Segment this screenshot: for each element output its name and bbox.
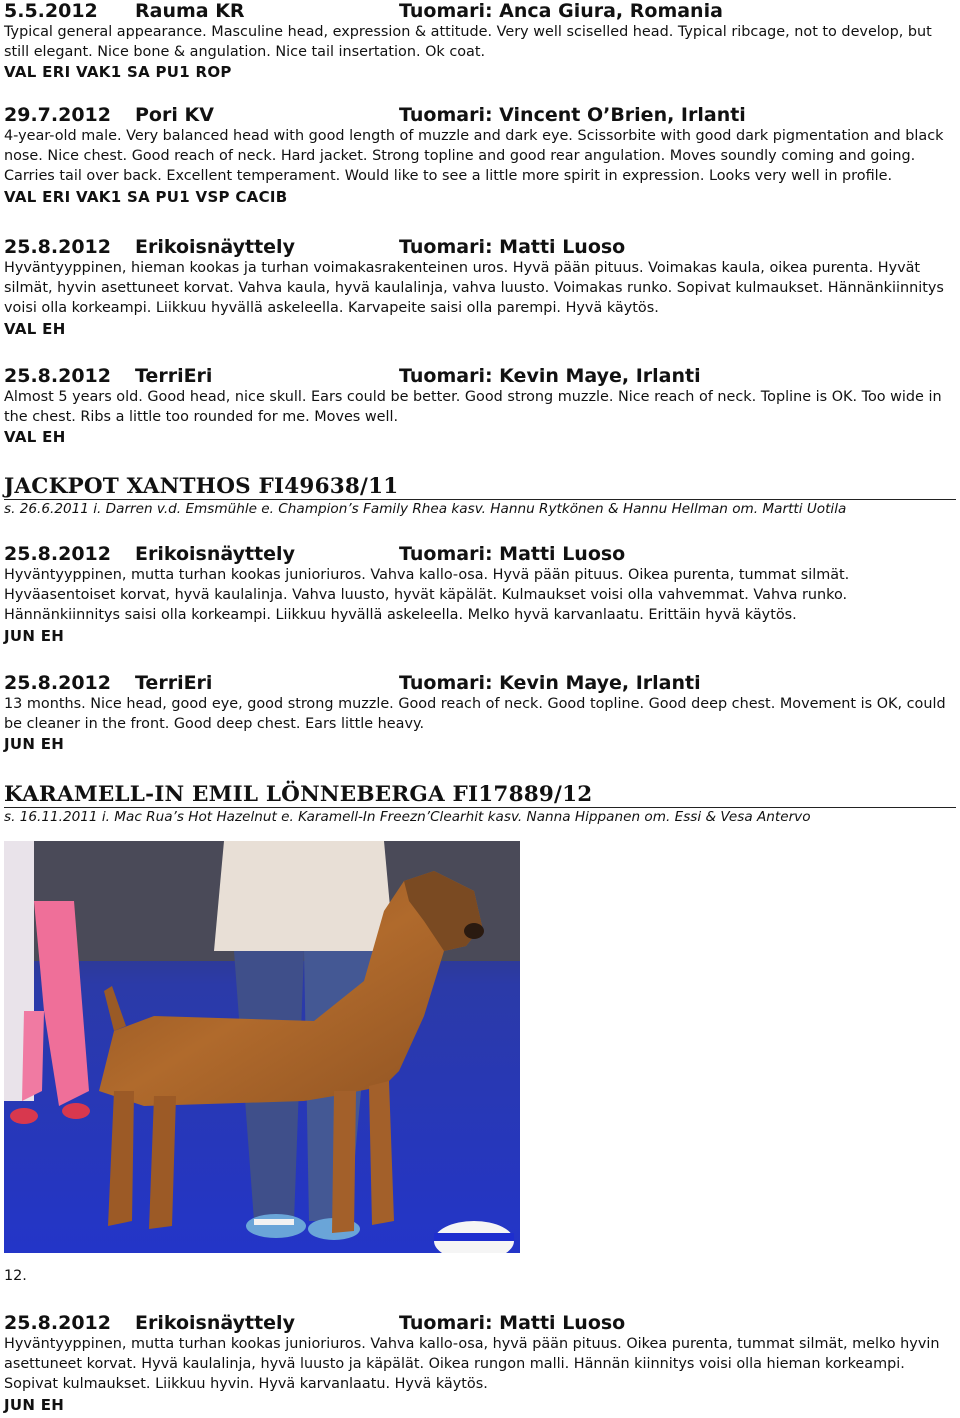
critique-entry [4,236,954,339]
dog-pedigree-info: s. 26.6.2011 i. Darren v.d. Emsmühle e. Champion’s Family Rhea kasv. Hannu Rytkönen & Hannu Hellman om. Martti Uotila [4,501,847,517]
judge-name: Tuomari: Vincent O’Brien, Irlanti [399,104,746,126]
result-line: JUN EH [4,735,65,754]
result-line: VAL EH [4,428,66,447]
show-name: Rauma KR [135,0,245,22]
show-date: 25.8.2012 [4,236,111,258]
show-name: Erikoisnäyttely [135,543,295,565]
result-line: VAL ERI VAK1 SA PU1 ROP [4,63,232,82]
show-date: 25.8.2012 [4,672,111,694]
result-line: JUN EH [4,626,65,645]
show-date: 25.8.2012 [4,365,111,387]
show-date: 25.8.2012 [4,543,111,565]
critique-text: Almost 5 years old. Good head, nice skull. Ears could be better. Good strong muzzle. Nice reach of neck. Topline is OK. Too wide in the chest. Ribs a little too rounded for me. Moves well. [4,389,942,426]
critique-text: Hyväntyyppinen, mutta turhan kookas junioriuros. Vahva kallo-osa. Hyvä pään pituus. Oikea purenta, tummat silmät. Hyväasentoiset korvat, hyvä kaulalinja. Vahva luusto, hyvät käpälät. Kulmaukset voisi olla vahvemmat. Vahva runko. Hännänkiinnitys saisi olla korkeampi. Liikkuu hyvällä askeleella. Melko hyvä karvanlaatu. Erittäin hyvä käytös. [4,567,850,624]
show-name: Erikoisnäyttely [135,1312,295,1334]
dog-title: JACKPOT XANTHOS FI49638/11 [4,475,956,500]
judge-name: Tuomari: Matti Luoso [399,543,626,565]
critique-text: 13 months. Nice head, good eye, good strong muzzle. Good reach of neck. Good topline. Good deep chest. Movement is OK, could be cleaner in the front. Good deep chest. Ears little heavy. [4,696,946,733]
show-name: TerriEri [135,672,213,694]
show-date: 5.5.2012 [4,0,98,22]
dog-photo [4,841,520,1253]
critique-entry [4,104,954,207]
critique-text: Hyväntyyppinen, mutta turhan kookas junioriuros. Vahva kallo-osa, hyvä pään pituus. Oikea purenta, tummat silmät, melko hyvin asettuneet korvat. Hyvä kaulalinja, hyvä luusto ja käpälät. Oikea rungon malli. Hännän kiinnitys voisi olla hieman korkeampi. Sopivat kulmaukset. Liikkuu hyvin. Hyvä karvanlaatu. Hyvä käytös. [4,1336,940,1393]
result-line: VAL EH [4,319,66,338]
result-line: JUN EH [4,1395,65,1414]
critique-entry [4,0,954,82]
entry-header [4,672,954,694]
judge-name: Tuomari: Anca Giura, Romania [399,0,723,22]
critique-text: Typical general appearance. Masculine head, expression & attitude. Very well sciselled head. Typical ribcage, not to develop, but still elegant. Nice bone & angulation. Nice tail insertation. Ok coat. [4,24,932,61]
show-date: 25.8.2012 [4,1312,111,1334]
critique-text: Hyväntyyppinen, hieman kookas ja turhan voimakasrakenteinen uros. Hyvä pään pituus. Voimakas kaula, oikea purenta. Hyvät silmät, hyvin asettuneet korvat. Vahva kaula, hyvä kaulalinja, vahva luusto. Voimakas runko. Sopivat kulmaukset. Hännänkiinnitys voisi olla korkeampi. Liikkuu hyvällä askeleella. Karvapeite saisi olla parempi. Hyvä käytös. [4,260,944,317]
judge-name: Tuomari: Kevin Maye, Irlanti [399,672,701,694]
show-date: 29.7.2012 [4,104,111,126]
entry-header [4,236,954,258]
photo-caption: 12. [4,1268,27,1284]
judge-name: Tuomari: Matti Luoso [399,1312,626,1334]
result-line: VAL ERI VAK1 SA PU1 VSP CACIB [4,187,288,206]
show-name: Pori KV [135,104,214,126]
judge-name: Tuomari: Kevin Maye, Irlanti [399,365,701,387]
critique-entry [4,365,954,447]
show-name: TerriEri [135,365,213,387]
critique-entry [4,672,954,754]
critique-entry [4,543,954,646]
dog-pedigree-info: s. 16.11.2011 i. Mac Rua’s Hot Hazelnut e. Karamell-In Freezn’Clearhit kasv. Nanna Hippanen om. Essi & Vesa Antervo [4,809,811,825]
show-name: Erikoisnäyttely [135,236,295,258]
critique-entry [4,1312,954,1415]
critique-text: 4-year-old male. Very balanced head with good length of muzzle and dark eye. Scissorbite with good dark pigmentation and black nose. Nice chest. Good reach of neck. Hard jacket. Strong topline and good rear angulation. Moves soundly coming and going. Carries tail over back. Excellent temperament. Would like to see a little more spirit in expression. Looks very well in profile. [4,128,944,185]
entry-header [4,543,954,565]
dog-title: KARAMELL-IN EMIL LÖNNEBERGA FI17889/12 [4,783,956,808]
entry-header [4,104,954,126]
entry-header [4,365,954,387]
entry-header [4,0,954,22]
judge-name: Tuomari: Matti Luoso [399,236,626,258]
entry-header [4,1312,954,1334]
